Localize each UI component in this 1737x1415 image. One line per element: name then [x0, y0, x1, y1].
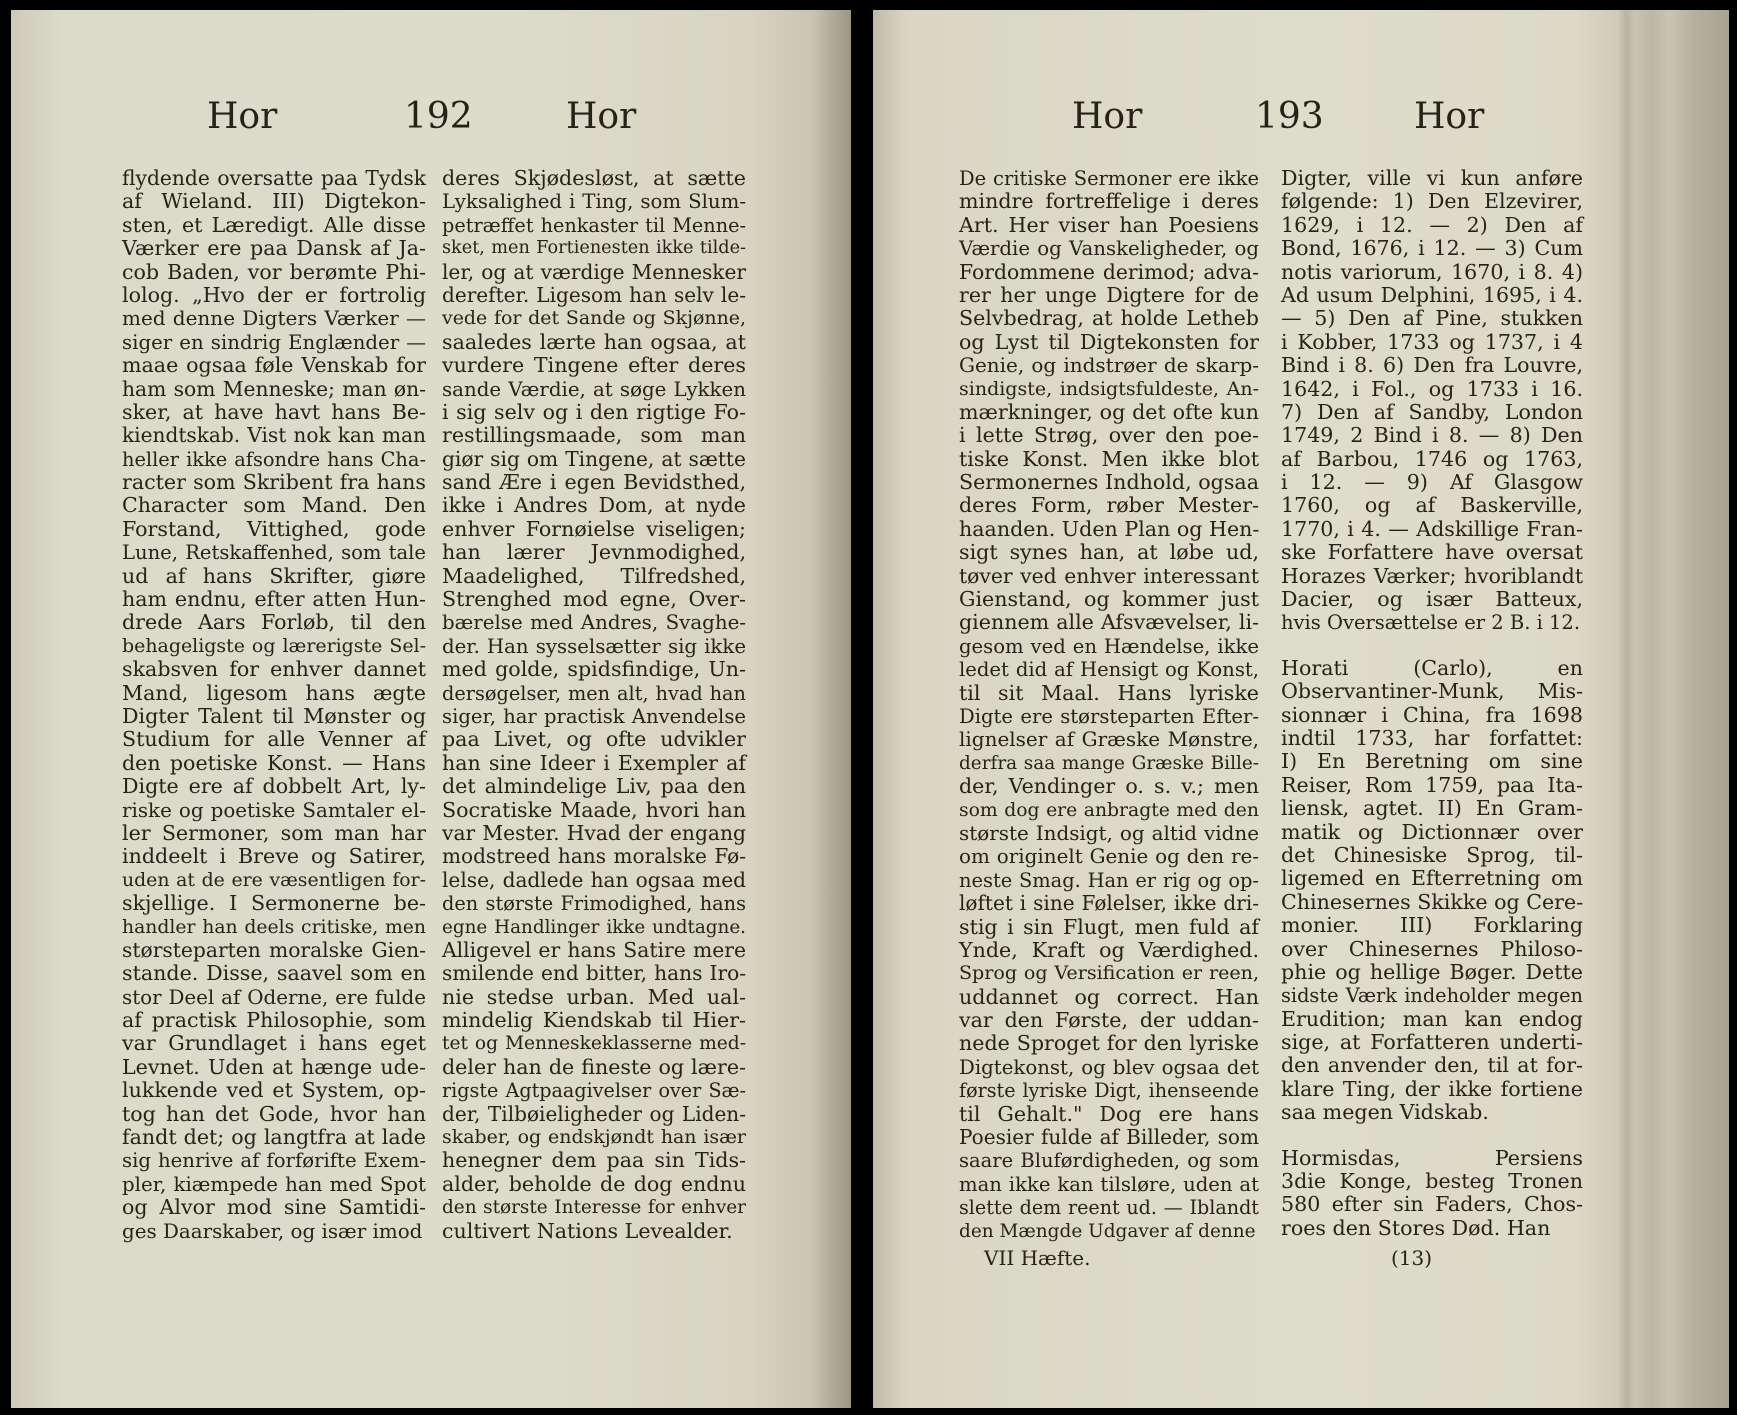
text-line: 580 efter sin Faders, Chos-	[1281, 1192, 1583, 1217]
text-line: sten, et Læredigt. Alle disse	[122, 212, 426, 237]
text-line: sidste Værk indeholder megen	[1281, 984, 1583, 1008]
left-page-number: 192	[404, 96, 473, 137]
text-line: giennem alle Afsvævelser, li-	[959, 610, 1259, 635]
text-line: Mand, ligesom hans ægte	[122, 680, 426, 705]
text-line: heller ikke afsondre hans Cha-	[122, 447, 426, 471]
text-line: siger en sindrig Englænder —	[122, 330, 426, 354]
text-line: Art. Her viser han Poesiens	[959, 212, 1259, 237]
text-line: der, Vendinger o. s. v.; men	[959, 774, 1259, 799]
text-line: henegner dem paa sin Tids-	[442, 1148, 746, 1173]
text-line: lolog. „Hvo der er fortrolig	[122, 282, 426, 307]
text-line: var Grundlaget i hans eget	[122, 1031, 426, 1056]
text-line: Digte ere af dobbelt Art, ly-	[122, 774, 426, 799]
text-line: over Chinesernes Philoso-	[1281, 936, 1583, 961]
left-page	[11, 10, 851, 1408]
text-line: der. Han sysselsætter sig ikke	[442, 634, 746, 658]
text-line: rigste Agtpaagivelser over Sæ-	[442, 1079, 746, 1103]
text-line: Digtekonst, og blev ogsaa det	[959, 1055, 1259, 1079]
text-line: racter som Skribent fra hans	[122, 470, 426, 495]
text-line: sionnær i China, fra 1698	[1281, 702, 1583, 727]
text-line: 1770, i 4. — Adskillige Fran-	[1281, 516, 1583, 541]
text-line: sigt synes han, at løbe ud,	[959, 540, 1259, 565]
text-line: ud af hans Skrifter, giøre	[122, 563, 426, 588]
text-line: Bind i 8. 6) Den fra Louvre,	[1281, 353, 1583, 378]
text-line: derfra saa mange Græske Bille-	[959, 752, 1259, 774]
text-line: 1749, 2 Bind i 8. — 8) Den	[1281, 423, 1583, 448]
text-line: Værker ere paa Dansk af Ja-	[122, 236, 426, 261]
text-line: paa Livet, og ofte udvikler	[442, 727, 746, 752]
text-line: mærkninger, og det ofte kun	[959, 399, 1259, 424]
text-line: cultivert Nations Levealder.	[442, 1218, 733, 1243]
text-line: Digter Talent til Mønster og	[122, 703, 426, 728]
text-line: drede Aars Forløb, til den	[122, 610, 426, 635]
text-line: cob Baden, vor berømte Phi-	[122, 259, 426, 284]
text-line: Reiser, Rom 1759, paa Ita-	[1281, 772, 1583, 797]
text-line: største Indsigt, og altid vidne	[959, 821, 1259, 845]
text-line: uden at de ere væsentligen for-	[122, 869, 426, 891]
text-line: til Gehalt." Dog ere hans	[959, 1101, 1259, 1126]
text-line: første lyriske Digt, ihenseende	[959, 1079, 1259, 1103]
left-head-word: Hor	[207, 96, 278, 137]
text-line: Ad usum Delphini, 1695, i 4.	[1281, 282, 1583, 307]
text-line: sker, at have havt hans Be-	[122, 399, 426, 424]
text-line: fandt det; og langtfra at lade	[122, 1125, 426, 1150]
text-line: af Barbou, 1746 og 1763,	[1281, 446, 1583, 471]
text-line: 3die Konge, besteg Tronen	[1281, 1169, 1583, 1194]
text-line: i lette Strøg, over den poe-	[959, 423, 1259, 448]
text-line: Forstand, Vittighed, gode	[122, 516, 426, 541]
text-line: tøver ved enhver interessant	[959, 563, 1259, 588]
text-line: egne Handlinger ikke undtagne.	[442, 916, 746, 938]
text-line: Ynde, Kraft og Værdighed.	[959, 937, 1259, 962]
text-line: Horazes Værker; hvoriblandt	[1281, 563, 1583, 588]
text-line: ligemed en Efterretning om	[1281, 866, 1583, 891]
text-line: 1760, og af Baskerville,	[1281, 493, 1583, 518]
text-line: slette dem reent ud. — Iblandt	[959, 1196, 1259, 1220]
text-line: enhver Fornøielse viseligen;	[442, 516, 746, 541]
text-line: riske og poetiske Samtaler el-	[122, 798, 426, 822]
text-line: gesom ved en Hændelse, ikke	[959, 634, 1259, 658]
right-page-column-1	[959, 167, 1259, 1243]
text-line: modstreed hans moralske Fø-	[442, 844, 746, 869]
text-line: liensk, agtet. II) En Gram-	[1281, 796, 1583, 821]
text-line: Horati (Carlo), en	[1281, 655, 1583, 680]
text-line: af Wieland. III) Digtekon-	[122, 189, 426, 214]
text-line: Lyksalighed i Ting, som Slum-	[442, 190, 746, 214]
text-line: Alligevel er hans Satire mere	[442, 937, 746, 962]
text-line: som dog ere anbragte med den	[959, 799, 1259, 821]
text-line: haanden. Uden Plan og Hen-	[959, 516, 1260, 541]
text-line: Chinesernes Skikke og Cere-	[1281, 889, 1584, 914]
text-line: sket, men Fortienesten ikke tilde-	[442, 238, 746, 259]
text-line: ham endnu, efter atten Hun-	[122, 587, 426, 612]
text-line: det Chinesiske Sprog, til-	[1281, 842, 1583, 867]
text-line: ler Sermoner, som man har	[122, 820, 426, 845]
text-line: Dacier, og især Batteux,	[1281, 587, 1583, 612]
text-line: stig i sin Flugt, men fuld af	[959, 914, 1259, 939]
text-line: ler, og at værdige Mennesker	[442, 259, 746, 284]
text-line: det almindelige Liv, paa den	[442, 774, 746, 799]
text-line: stor Deel af Oderne, ere fulde	[122, 985, 426, 1009]
right-head-word-right: Hor	[1414, 96, 1485, 137]
text-line: Bond, 1676, i 12. — 3) Cum	[1281, 236, 1583, 261]
text-line: sig henrive af forførifte Exem-	[122, 1149, 426, 1173]
text-line: han sine Ideer i Exempler af	[442, 750, 746, 775]
sheet-mark: (13)	[1391, 1246, 1433, 1270]
text-line: Socratiske Maade, hvori han	[442, 797, 746, 822]
text-line: — 5) Den af Pine, stukken	[1281, 306, 1583, 331]
text-line: deler han de fineste og lære-	[442, 1054, 746, 1079]
text-line: tet og Menneskeklasserne med-	[442, 1033, 746, 1055]
text-line: i 12. — 9) Af Glasgow	[1281, 470, 1583, 495]
text-line: i Kobber, 1733 og 1737, i 4	[1281, 329, 1583, 354]
text-line: Levnet. Uden at hænge ude-	[122, 1054, 426, 1079]
signature-mark: VII Hæfte.	[984, 1246, 1091, 1270]
book-gutter	[811, 10, 851, 1408]
text-line: sand Ære i egen Bevidsthed,	[442, 470, 746, 495]
text-line: uddannet og correct. Han	[959, 984, 1259, 1009]
text-line: stande. Disse, saavel som en	[122, 961, 426, 986]
text-line: ske Forfattere have oversat	[1281, 540, 1583, 565]
text-line: Selvbedrag, at holde Letheb	[959, 306, 1259, 331]
text-line: klare Ting, der ikke fortiene	[1281, 1076, 1583, 1101]
text-line: med denne Digters Værker —	[122, 306, 426, 331]
text-line: 7) Den af Sandby, London	[1281, 399, 1583, 424]
text-line: phie og hellige Bøger. Dette	[1281, 959, 1583, 984]
text-line: Studium for alle Venner af	[122, 727, 426, 752]
left-head-word-right: Hor	[566, 96, 637, 137]
left-page-column-1	[122, 167, 426, 1243]
text-line: nie stedse urban. Med ual-	[442, 984, 746, 1009]
text-line: vede for det Sande og Skjønne,	[442, 307, 746, 330]
text-line: inddeelt i Breve og Satirer,	[122, 844, 426, 869]
text-line: Maadelighed, Tilfredshed,	[442, 563, 746, 588]
text-line: siger, har practisk Anvendelse	[442, 704, 746, 728]
text-line: petræffet henkaster til Menne-	[442, 213, 746, 237]
text-line: monier. III) Forklaring	[1281, 913, 1583, 938]
text-line: saa megen Vidskab.	[1281, 1100, 1489, 1125]
text-line: Erudition; man kan endog	[1281, 1006, 1583, 1031]
text-line: lignelser af Græske Mønstre,	[959, 727, 1259, 752]
text-line: saaledes lærte han ogsaa, at	[442, 329, 746, 354]
text-line: med golde, spidsfindige, Un-	[442, 657, 746, 682]
text-line: pler, kiæmpede han med Spot	[122, 1172, 426, 1196]
text-line: saare Bluførdigheden, og som	[959, 1149, 1259, 1173]
text-line: og Lyst til Digtekonsten for	[959, 329, 1259, 354]
text-line: rer her unge Digtere for de	[959, 282, 1259, 307]
text-line: kiendtskab. Vist nok kan man	[122, 423, 426, 448]
text-line: matik og Dictionnær over	[1281, 819, 1583, 844]
text-line: hvis Oversættelse er 2 B. i 12.	[1281, 611, 1581, 635]
text-line: Observantiner-Munk, Mis-	[1281, 679, 1583, 704]
text-line: Sprog og Versification er reen,	[959, 962, 1259, 985]
text-line: ikke i Andres Dom, at nyde	[442, 493, 746, 518]
text-line: deres Form, røber Mester-	[959, 493, 1259, 518]
text-line: vurdere Tingene efter deres	[442, 353, 746, 378]
text-line: skjellige. I Sermonerne be-	[122, 891, 426, 916]
text-line: giør sig om Tingene, at sætte	[442, 446, 746, 471]
text-line: den Mængde Udgaver af denne	[959, 1220, 1256, 1242]
right-head-word: Hor	[1072, 96, 1143, 137]
text-line: notis variorum, 1670, i 8. 4)	[1281, 259, 1583, 284]
text-line: ges Daarskaber, og især imod	[122, 1219, 423, 1243]
text-line: sige, at Forfatteren underti-	[1281, 1030, 1583, 1055]
text-line: Poesier fulde af Billeder, som	[959, 1125, 1259, 1150]
text-line: den poetiske Konst. — Hans	[122, 750, 426, 775]
text-line: mindelig Kiendskab til Hier-	[442, 1008, 746, 1033]
text-line: skabsven for enhver dannet	[122, 657, 426, 682]
text-line: De critiske Sermoner ere ikke	[959, 167, 1259, 190]
text-line: indtil 1733, har forfattet:	[1281, 725, 1583, 750]
text-line: maae ogsaa føle Venskab for	[122, 353, 426, 378]
text-line: til sit Maal. Hans lyriske	[959, 680, 1259, 705]
right-page-column-2	[1281, 167, 1583, 1240]
text-line: Gienstand, og kommer just	[959, 587, 1259, 612]
text-line: flydende oversatte paa Tydsk	[122, 166, 426, 190]
text-line: han lærer Jevnmodighed,	[442, 540, 746, 565]
text-line: Lune, Retskaffenhed, som tale	[122, 541, 426, 565]
text-line: Genie, og indstrøer de skarp-	[959, 353, 1259, 378]
right-page	[873, 10, 1729, 1408]
text-line: Hormisdas, Persiens	[1281, 1145, 1583, 1170]
text-line: alder, beholde de dog endnu	[442, 1171, 746, 1196]
paragraph-gap	[1281, 635, 1583, 657]
text-line: størsteparten moralske Gien-	[122, 937, 426, 962]
text-line: behageligste og lærerigste Sel-	[122, 634, 426, 657]
text-line: smilende end bitter, hans Iro-	[442, 961, 746, 986]
text-line: restillingsmaade, som man	[442, 423, 746, 448]
text-line: Sermonernes Indhold, ogsaa	[959, 470, 1259, 495]
text-line: ham som Menneske; man øn-	[122, 376, 426, 401]
text-line: den største Interesse for enhver	[442, 1197, 746, 1219]
text-line: dersøgelser, men alt, hvad han	[442, 681, 746, 705]
text-line: man ikke kan tilsløre, uden at	[959, 1172, 1259, 1196]
text-line: den største Frimodighed, hans	[442, 892, 746, 916]
text-line: følgende: 1) Den Elzevirer,	[1281, 189, 1583, 214]
text-line: Værdie og Vanskeligheder, og	[959, 237, 1259, 261]
text-line: 1629, i 12. — 2) Den af	[1281, 212, 1583, 237]
text-line: ledet did af Hensigt og Konst,	[959, 658, 1259, 682]
right-page-number: 193	[1255, 96, 1324, 137]
text-line: Character som Mand. Den	[122, 493, 426, 518]
text-line: lukkende ved et System, op-	[122, 1078, 426, 1103]
text-line: skaber, og endskjøndt han især	[442, 1126, 746, 1149]
text-line: om originelt Genie og den re-	[959, 845, 1259, 869]
text-line: bærelse med Andres, Svaghe-	[442, 611, 746, 635]
text-line: var den Første, der uddan-	[959, 1008, 1259, 1033]
text-line: Fordommene derimod; adva-	[959, 259, 1259, 284]
text-line: sindigste, indsigtsfuldeste, An-	[959, 377, 1259, 400]
text-line: roes den Stores Død. Han	[1281, 1215, 1551, 1240]
left-page-column-2	[442, 167, 746, 1243]
text-line: mindre fortreffelige i deres	[959, 189, 1259, 214]
text-line: Digte ere størsteparten Efter-	[959, 704, 1259, 728]
text-line: i sig selv og i den rigtige Fo-	[442, 399, 746, 424]
paragraph-gap	[1281, 1125, 1583, 1147]
text-line: var Mester. Hvad der engang	[442, 820, 746, 845]
text-line: den anvender den, til at for-	[1281, 1053, 1583, 1078]
text-line: der, Tilbøieligheder og Liden-	[442, 1101, 746, 1126]
text-line: sande Værdie, at søge Lykken	[442, 377, 746, 401]
text-line: derefter. Ligesom han selv le-	[442, 282, 746, 307]
text-line: 1642, i Fol., og 1733 i 16.	[1281, 376, 1583, 401]
text-line: af practisk Philosophie, som	[122, 1008, 426, 1033]
text-line: tog han det Gode, hvor han	[122, 1101, 426, 1126]
text-line: tiske Konst. Men ikke blot	[959, 446, 1259, 471]
text-line: neste Smag. Han er rig og op-	[959, 868, 1259, 892]
text-line: og Alvor mod sine Samtidi-	[122, 1195, 426, 1220]
text-line: Digter, ville vi kun anføre	[1281, 166, 1583, 190]
text-line: Strenghed mod egne, Over-	[442, 587, 746, 612]
text-line: løftet i sine Følelser, ikke dri-	[959, 891, 1259, 916]
text-line: deres Skjødesløst, at sætte	[442, 166, 746, 190]
text-line: I) En Beretning om sine	[1281, 749, 1583, 774]
text-line: nede Sproget for den lyriske	[959, 1031, 1259, 1056]
text-line: handler han deels critiske, men	[122, 916, 426, 938]
text-line: lelse, dadlede han ogsaa med	[442, 867, 746, 892]
